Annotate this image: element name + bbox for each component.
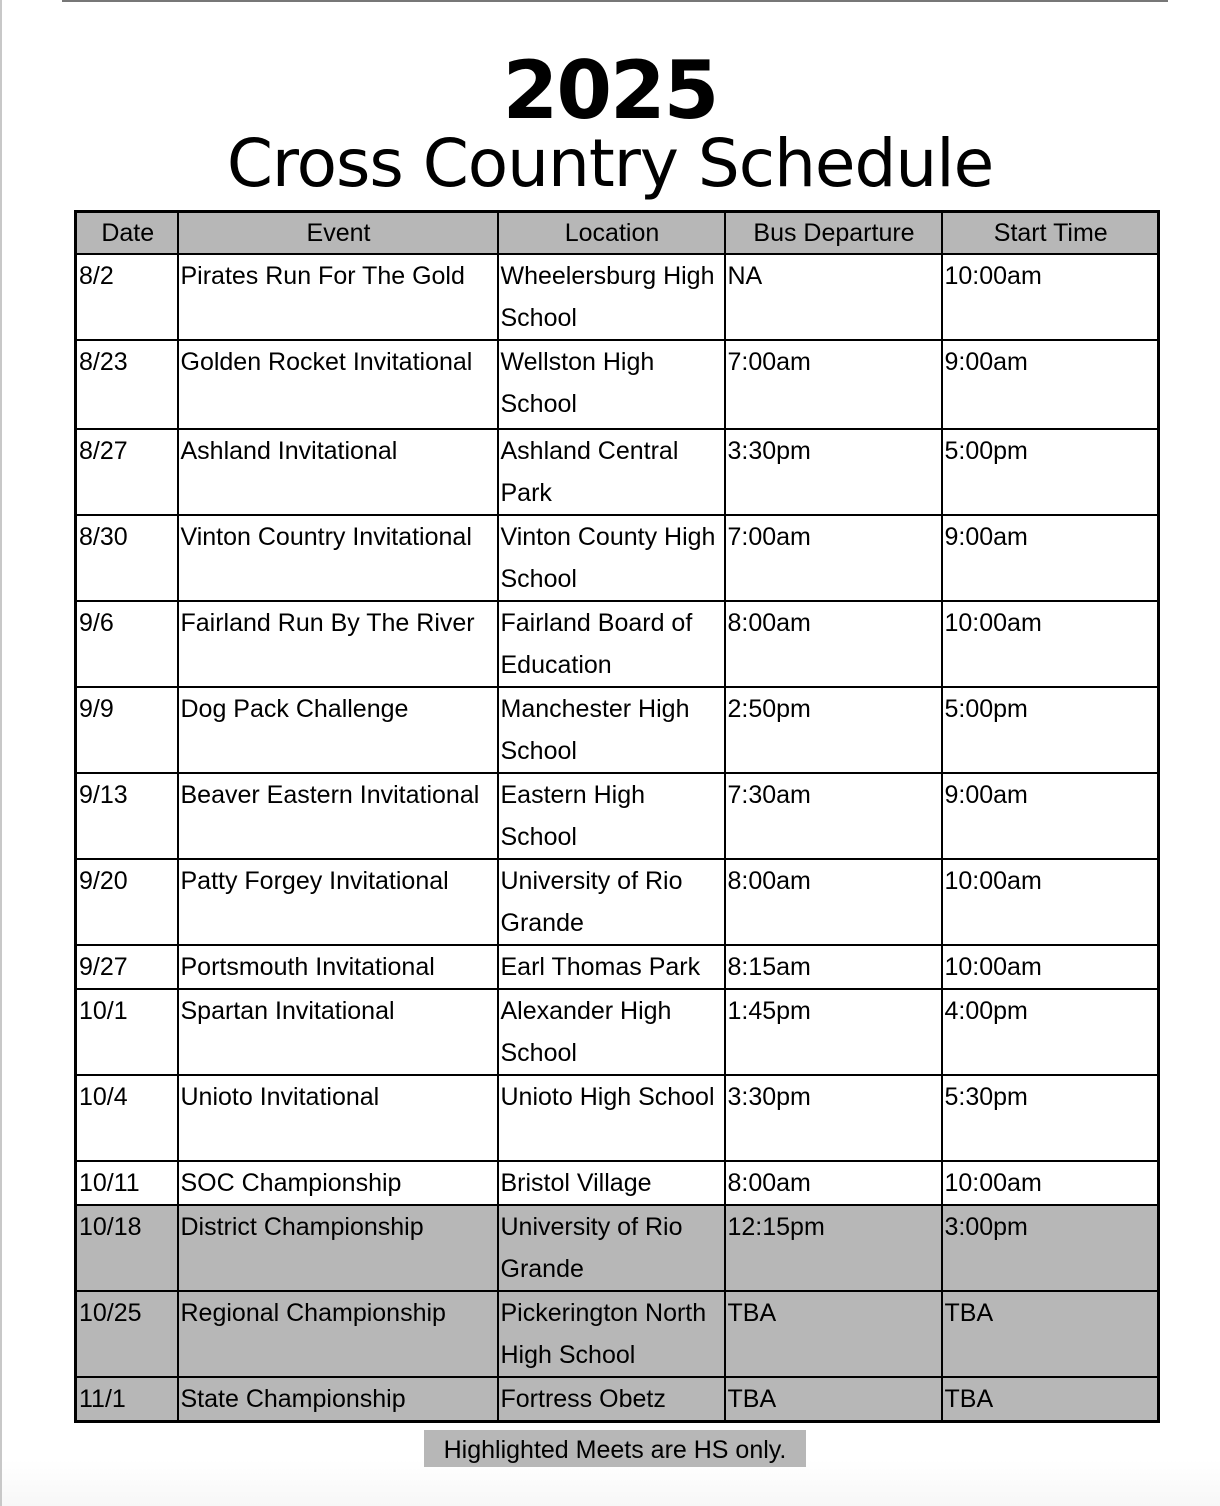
cell-date: 8/27 [76,429,178,515]
cell-event: Dog Pack Challenge [178,687,498,773]
cell-event: Pirates Run For The Gold [178,254,498,340]
cell-date: 8/2 [76,254,178,340]
table-row [76,1161,1159,1205]
cell-date: 10/1 [76,989,178,1075]
cell-start-time: 9:00am [942,773,1159,859]
cell-bus-departure: 8:00am [725,859,942,945]
cell-event: Fairland Run By The River [178,601,498,687]
cell-start-time: 5:30pm [942,1075,1159,1161]
cell-event: State Championship [178,1377,498,1422]
cell-bus-departure: 8:15am [725,945,942,989]
cell-location: Ashland Central Park [498,429,725,515]
table-row [76,1075,1159,1161]
cell-location: Wellston High School [498,340,725,429]
cell-date: 9/9 [76,687,178,773]
cell-bus-departure: 8:00am [725,1161,942,1205]
cell-date: 10/4 [76,1075,178,1161]
cell-event: Ashland Invitational [178,429,498,515]
table-row [76,1205,1159,1291]
page-edge [0,0,2,1506]
cell-location: Manchester High School [498,687,725,773]
cell-location: Vinton County High School [498,515,725,601]
table-row [76,945,1159,989]
cell-date: 9/27 [76,945,178,989]
cell-location: Bristol Village [498,1161,725,1205]
cell-event: Spartan Invitational [178,989,498,1075]
cell-date: 9/6 [76,601,178,687]
header-location: Location [498,212,725,255]
cell-event: District Championship [178,1205,498,1291]
table-row [76,773,1159,859]
header-bus-departure: Bus Departure [725,212,942,255]
cell-start-time: 10:00am [942,1161,1159,1205]
cell-location: University of Rio Grande [498,1205,725,1291]
cell-event: Golden Rocket Invitational [178,340,498,429]
cell-location: Eastern High School [498,773,725,859]
table-row [76,859,1159,945]
cell-start-time: 5:00pm [942,687,1159,773]
cell-start-time: 4:00pm [942,989,1159,1075]
cell-start-time: 10:00am [942,945,1159,989]
table-row [76,989,1159,1075]
cell-date: 10/18 [76,1205,178,1291]
cell-event: Patty Forgey Invitational [178,859,498,945]
cell-location: Pickerington North High School [498,1291,725,1377]
cell-bus-departure: 7:00am [725,515,942,601]
table-row [76,254,1159,340]
cell-date: 10/11 [76,1161,178,1205]
cell-date: 9/20 [76,859,178,945]
cell-start-time: 9:00am [942,340,1159,429]
cell-date: 9/13 [76,773,178,859]
cell-location: Earl Thomas Park [498,945,725,989]
cell-location: Wheelersburg High School [498,254,725,340]
cell-start-time: 3:00pm [942,1205,1159,1291]
cell-event: SOC Championship [178,1161,498,1205]
cell-date: 8/23 [76,340,178,429]
page-top-border [62,0,1168,2]
cell-event: Vinton Country Invitational [178,515,498,601]
cell-bus-departure: 7:30am [725,773,942,859]
schedule-table [74,210,1160,1423]
table-row [76,340,1159,429]
cell-bus-departure: NA [725,254,942,340]
cell-bus-departure: 12:15pm [725,1205,942,1291]
cell-location: Fairland Board of Education [498,601,725,687]
cell-location: University of Rio Grande [498,859,725,945]
header-start-time: Start Time [942,212,1159,255]
table-row [76,1377,1159,1422]
cell-event: Portsmouth Invitational [178,945,498,989]
cell-location: Alexander High School [498,989,725,1075]
cell-start-time: 10:00am [942,254,1159,340]
cell-start-time: TBA [942,1291,1159,1377]
cell-bus-departure: 7:00am [725,340,942,429]
cell-bus-departure: TBA [725,1291,942,1377]
cell-bus-departure: 8:00am [725,601,942,687]
title-year: 2025 [502,44,718,137]
cell-date: 11/1 [76,1377,178,1422]
cell-bus-departure: TBA [725,1377,942,1422]
cell-event: Unioto Invitational [178,1075,498,1161]
cell-bus-departure: 3:30pm [725,1075,942,1161]
cell-bus-departure: 3:30pm [725,429,942,515]
cell-date: 8/30 [76,515,178,601]
cell-date: 10/25 [76,1291,178,1377]
header-row [76,212,1159,255]
cell-event: Beaver Eastern Invitational [178,773,498,859]
cell-bus-departure: 2:50pm [725,687,942,773]
cell-bus-departure: 1:45pm [725,989,942,1075]
cell-location: Fortress Obetz [498,1377,725,1422]
header-event: Event [178,212,498,255]
cell-start-time: 10:00am [942,601,1159,687]
cell-start-time: 10:00am [942,859,1159,945]
table-row [76,515,1159,601]
header-date: Date [76,212,178,255]
table-row [76,687,1159,773]
page-title: Cross Country Schedule [226,125,994,202]
table-row [76,601,1159,687]
table-row [76,1291,1159,1377]
cell-location: Unioto High School [498,1075,725,1161]
table-row [76,429,1159,515]
cell-event: Regional Championship [178,1291,498,1377]
footnote: Highlighted Meets are HS only. [424,1430,806,1467]
cell-start-time: TBA [942,1377,1159,1422]
cell-start-time: 5:00pm [942,429,1159,515]
cell-start-time: 9:00am [942,515,1159,601]
